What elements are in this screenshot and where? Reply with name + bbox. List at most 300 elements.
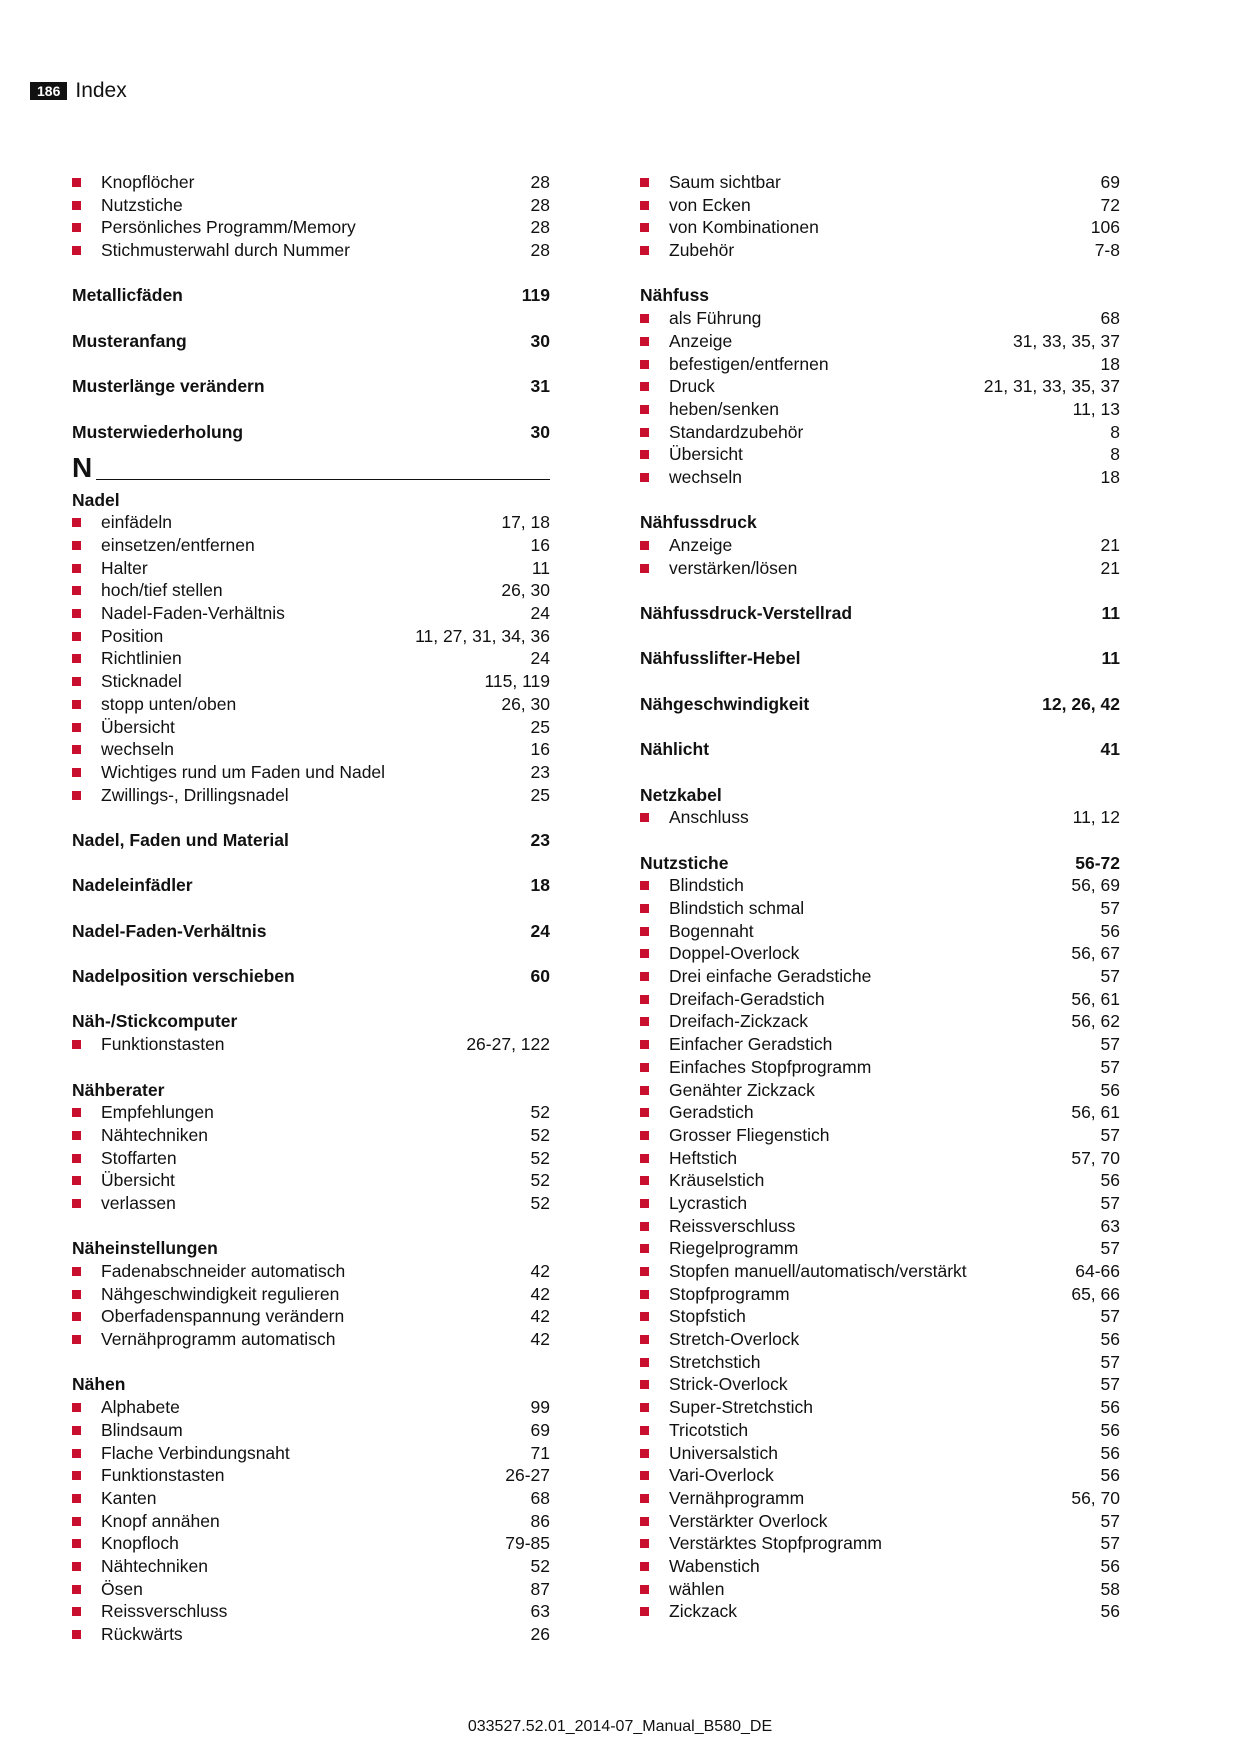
entry-label: Strick-Overlock [669,1374,788,1395]
entry-label: Stopfstich [669,1306,746,1327]
index-heading [72,489,550,512]
index-heading [72,829,550,852]
spacer [640,625,1120,648]
entry-page-ref: 60 [530,966,550,987]
entry-page-ref: 42 [530,1306,550,1327]
entry-page-ref: 87 [530,1578,550,1599]
index-subentry [640,1532,1120,1555]
entry-label: Nähtechniken [101,1555,209,1576]
entry-page-ref: 25 [530,784,550,805]
index-subentry [72,194,550,217]
entry-page-ref: 28 [530,194,550,215]
index-heading [640,647,1120,670]
index-heading [640,511,1120,534]
entry-page-ref: 56 [1100,1419,1120,1440]
index-heading [72,1010,550,1033]
entry-page-ref: 24 [530,920,550,941]
page-title: Index [75,79,127,102]
entry-page-ref: 57 [1100,1124,1120,1145]
index-subentry [72,1305,550,1328]
index-subentry [640,1442,1120,1465]
index-subentry [640,398,1120,421]
spacer [72,806,550,829]
entry-label: Oberfadenspannung verändern [101,1306,345,1327]
entry-page-ref: 16 [530,739,550,760]
spacer [640,670,1120,693]
index-subentry [640,1147,1120,1170]
page-header [30,80,127,102]
index-subentry [72,1192,550,1215]
spacer [72,942,550,965]
entry-label: Stretchstich [669,1351,761,1372]
index-subentry [72,1396,550,1419]
entry-label: Blindstich [669,875,744,896]
entry-label: Einfaches Stopfprogramm [669,1056,872,1077]
entry-label: Nähberater [72,1079,165,1100]
entry-page-ref: 56 [1100,1555,1120,1576]
index-subentry [72,784,550,807]
index-subentry [72,647,550,670]
index-subentry [640,1578,1120,1601]
entry-label: Blindstich schmal [669,898,805,918]
entry-page-ref: 30 [530,330,550,351]
index-subentry [640,353,1120,376]
entry-label: Position [101,625,164,646]
spacer [640,489,1120,512]
index-subentry [72,1555,550,1578]
index-subentry [72,1532,550,1555]
index-subentry [640,375,1120,398]
entry-page-ref: 58 [1100,1578,1120,1599]
index-heading [72,330,550,353]
entry-label: Knopfloch [101,1533,179,1554]
entry-page-ref: 26-27, 122 [466,1034,550,1055]
entry-label: Vari-Overlock [669,1465,774,1486]
entry-label: Übersicht [101,1170,175,1191]
entry-label: Stoffarten [101,1147,177,1168]
entry-page-ref: 24 [530,603,550,624]
entry-label: Zwillings-, Drillingsnadel [101,784,289,805]
entry-page-ref: 56-72 [1075,852,1120,873]
index-subentry [640,1305,1120,1328]
index-heading [640,693,1120,716]
entry-page-ref: 56 [1100,1329,1120,1350]
entry-page-ref: 63 [1100,1215,1120,1236]
index-subentry [640,307,1120,330]
entry-label: Anschluss [669,807,749,828]
entry-page-ref: 23 [530,829,550,850]
entry-label: Zickzack [669,1601,738,1622]
entry-label: Verstärkter Overlock [669,1510,828,1531]
entry-page-ref: 99 [530,1397,550,1418]
index-heading [72,920,550,943]
entry-label: Stopfprogramm [669,1283,790,1304]
entry-page-ref: 31, 33, 35, 37 [1012,330,1120,351]
index-subentry [640,1169,1120,1192]
index-heading [72,1373,550,1396]
index-heading [72,284,550,307]
entry-page-ref: 63 [530,1601,550,1622]
entry-page-ref: 57 [1100,1533,1120,1554]
entry-page-ref: 26, 30 [501,693,550,714]
entry-label: Stopfen manuell/automatisch/verstärkt [669,1261,967,1281]
index-subentry [640,421,1120,444]
index-subentry [640,1419,1120,1442]
entry-label: Vernähprogramm [669,1487,805,1508]
entry-page-ref: 86 [530,1510,550,1531]
index-subentry [72,557,550,580]
index-subentry [640,1464,1120,1487]
entry-label: stopp unten/oben [101,693,237,714]
entry-label: Kräuselstich [669,1170,765,1191]
index-subentry [72,216,550,239]
index-subentry [640,1101,1120,1124]
entry-label: Nadelposition verschieben [72,966,295,987]
entry-label: Sticknadel [101,671,182,692]
index-subentry [640,1373,1120,1396]
entry-label: Musteranfang [72,330,187,351]
index-subentry [640,1192,1120,1215]
entry-page-ref: 52 [530,1147,550,1168]
entry-label: Nadel-Faden-Verhältnis [72,920,267,941]
entry-label: Nähfussdruck-Verstellrad [640,603,853,624]
entry-label: Empfehlungen [101,1102,214,1123]
index-subentry [640,1396,1120,1419]
entry-page-ref: 71 [530,1442,550,1463]
entry-page-ref: 23 [530,761,550,782]
spacer [640,761,1120,784]
entry-label: verlassen [101,1192,176,1213]
entry-label: Funktionstasten [101,1465,225,1486]
index-subentry [640,1600,1120,1623]
index-subentry [72,1260,550,1283]
entry-label: Universalstich [669,1442,778,1463]
index-heading [640,284,1120,307]
entry-page-ref: 26 [530,1624,550,1645]
index-subentry [640,557,1120,580]
index-subentry [640,1328,1120,1351]
entry-page-ref: 16 [530,535,550,556]
entry-label: Nähgeschwindigkeit [640,693,810,714]
entry-page-ref: 57 [1100,1351,1120,1372]
spacer [72,353,550,376]
entry-label: Verstärktes Stopfprogramm [669,1533,882,1554]
entry-page-ref: 11, 12 [1072,807,1120,828]
spacer [72,1056,550,1079]
entry-page-ref: 18 [530,875,550,896]
entry-label: Dreifach-Geradstich [669,988,825,1009]
entry-page-ref: 57 [1100,1192,1120,1213]
entry-page-ref: 52 [530,1555,550,1576]
index-subentry [640,897,1120,920]
entry-page-ref: 119 [521,285,550,306]
entry-page-ref: 57 [1100,1034,1120,1055]
entry-label: einsetzen/entfernen [101,535,255,556]
spacer [72,1351,550,1374]
page-number: 186 [30,82,67,100]
entry-label: Standardzubehör [669,421,804,442]
entry-label: Knopf annähen [101,1510,220,1531]
entry-label: befestigen/entfernen [669,353,829,374]
entry-label: Blindsaum [101,1419,183,1440]
index-subentry [72,1169,550,1192]
index-subentry [640,988,1120,1011]
spacer [640,716,1120,739]
entry-label: Druck [669,376,715,397]
index-subentry [640,239,1120,262]
entry-label: Musterwiederholung [72,421,244,442]
entry-label: Einfacher Geradstich [669,1034,833,1055]
index-subentry [72,171,550,194]
index-subentry [640,466,1120,489]
entry-label: Näh-/Stickcomputer [72,1011,238,1032]
entry-page-ref: 52 [530,1124,550,1145]
entry-page-ref: 115, 119 [484,671,550,692]
entry-label: Bogennaht [669,920,754,941]
entry-label: Nähfusslifter-Hebel [640,648,801,669]
entry-page-ref: 56, 62 [1071,1011,1120,1032]
index-subentry [72,1600,550,1623]
entry-label: Halter [101,557,148,578]
index-subentry [72,1101,550,1124]
entry-label: Drei einfache Geradstiche [669,966,872,987]
entry-page-ref: 28 [530,217,550,238]
entry-label: Grosser Fliegenstich [669,1124,830,1145]
index-subentry [640,965,1120,988]
index-heading [640,852,1120,875]
entry-label: Nähgeschwindigkeit regulieren [101,1283,340,1304]
spacer [72,262,550,285]
entry-page-ref: 42 [530,1283,550,1304]
index-subentry [640,1555,1120,1578]
index-subentry [640,330,1120,353]
entry-label: Nadel [72,489,120,510]
index-subentry [640,1056,1120,1079]
entry-page-ref: 106 [1090,217,1120,238]
entry-page-ref: 12, 26, 42 [1042,693,1120,714]
section-letter: N [72,452,93,484]
entry-page-ref: 56, 61 [1071,1102,1120,1123]
entry-label: Lycrastich [669,1192,748,1213]
index-column-left [72,171,550,1646]
index-subentry [72,1124,550,1147]
entry-label: Übersicht [101,716,175,737]
entry-label: Knopflöcher [101,172,195,192]
entry-label: Nählicht [640,739,710,760]
entry-page-ref: 8 [1110,444,1120,465]
entry-label: Flache Verbindungsnaht [101,1442,290,1463]
index-subentry [640,806,1120,829]
index-subentry [640,920,1120,943]
entry-page-ref: 30 [530,421,550,442]
spacer [72,988,550,1011]
entry-page-ref: 52 [530,1170,550,1191]
index-heading [72,1079,550,1102]
entry-label: wechseln [669,466,742,487]
entry-label: Super-Stretchstich [669,1397,813,1418]
index-subentry [72,670,550,693]
section-rule [96,479,550,480]
entry-label: Netzkabel [640,784,722,805]
entry-page-ref: 52 [530,1102,550,1123]
entry-label: Übersicht [669,444,743,465]
entry-label: Näheinstellungen [72,1238,218,1259]
entry-page-ref: 56, 69 [1071,875,1120,896]
spacer [640,262,1120,285]
index-subentry [72,1464,550,1487]
entry-page-ref: 56 [1100,920,1120,941]
index-subentry [640,443,1120,466]
entry-label: Musterlänge verändern [72,376,265,397]
section-letter-heading [72,443,550,483]
entry-page-ref: 57 [1100,966,1120,987]
index-subentry [72,1419,550,1442]
entry-page-ref: 64-66 [1075,1261,1120,1281]
index-subentry [640,942,1120,965]
spacer [72,852,550,875]
index-column-right [640,171,1120,1623]
index-subentry [72,1510,550,1533]
entry-label: Alphabete [101,1397,180,1418]
entry-label: Nutzstiche [640,852,729,873]
spacer [640,829,1120,852]
entry-label: Nähtechniken [101,1124,209,1145]
entry-label: Metallicfäden [72,285,183,306]
index-heading [72,375,550,398]
entry-label: Nutzstiche [101,194,183,215]
entry-page-ref: 57 [1100,1374,1120,1395]
index-heading [72,965,550,988]
index-subentry [72,1578,550,1601]
footer-document-id: 033527.52.01_2014-07_Manual_B580_DE [467,1718,773,1735]
index-subentry [640,1124,1120,1147]
entry-label: Wabenstich [669,1555,760,1576]
entry-label: Richtlinien [101,648,182,669]
entry-page-ref: 56, 70 [1071,1487,1120,1508]
entry-page-ref: 21 [1100,557,1120,578]
index-subentry [640,1215,1120,1238]
index-subentry [640,1010,1120,1033]
entry-page-ref: 11, 13 [1072,398,1120,419]
entry-page-ref: 18 [1100,353,1120,374]
entry-page-ref: 72 [1100,194,1120,215]
entry-page-ref: 26-27 [505,1465,550,1486]
index-heading [72,421,550,444]
entry-page-ref: 57 [1100,1510,1120,1531]
index-subentry [72,716,550,739]
entry-page-ref: 56 [1100,1079,1120,1100]
entry-label: Stichmusterwahl durch Nummer [101,240,350,261]
spacer [72,897,550,920]
entry-label: Wichtiges rund um Faden und Nadel [101,761,386,782]
index-subentry [72,761,550,784]
index-subentry [72,511,550,534]
entry-page-ref: 17, 18 [501,512,550,533]
index-subentry [640,1283,1120,1306]
index-subentry [72,239,550,262]
index-heading [640,784,1120,807]
index-heading [640,602,1120,625]
entry-label: Nähfussdruck [640,512,757,533]
index-heading [72,1237,550,1260]
entry-page-ref: 21 [1100,535,1120,555]
entry-page-ref: 42 [530,1261,550,1282]
index-subentry [72,1147,550,1170]
entry-label: Persönliches Programm/Memory [101,217,356,238]
entry-label: Nähen [72,1374,126,1395]
entry-label: wählen [669,1578,725,1599]
entry-label: Fadenabschneider automatisch [101,1261,346,1282]
entry-page-ref: 68 [530,1487,550,1508]
index-subentry [640,1237,1120,1260]
entry-label: Nähfuss [640,285,710,306]
entry-label: Rückwärts [101,1624,183,1645]
entry-page-ref: 57 [1100,1238,1120,1259]
entry-label: Doppel-Overlock [669,943,800,964]
entry-page-ref: 41 [1100,739,1120,760]
index-subentry [640,1260,1120,1283]
index-subentry [640,171,1120,194]
entry-label: Stretch-Overlock [669,1329,800,1350]
index-subentry [72,1442,550,1465]
entry-page-ref: 69 [530,1419,550,1440]
entry-label: Tricotstich [669,1419,749,1440]
entry-label: Anzeige [669,330,733,351]
entry-label: Nadel, Faden und Material [72,829,289,850]
entry-label: Geradstich [669,1102,754,1123]
index-subentry [640,1510,1120,1533]
entry-page-ref: 57, 70 [1071,1147,1120,1168]
index-subentry [72,579,550,602]
entry-label: verstärken/lösen [669,557,798,578]
entry-page-ref: 24 [530,648,550,669]
index-subentry [640,1351,1120,1374]
spacer [72,1215,550,1238]
entry-page-ref: 18 [1100,466,1120,487]
entry-label: Riegelprogramm [669,1238,799,1259]
index-subentry [640,216,1120,239]
index-subentry [72,1328,550,1351]
index-subentry [640,1079,1120,1102]
entry-page-ref: 42 [530,1329,550,1350]
spacer [72,398,550,421]
entry-page-ref: 11 [1101,648,1120,669]
entry-page-ref: 57 [1100,898,1120,918]
entry-label: Ösen [101,1578,143,1599]
entry-label: wechseln [101,739,174,760]
entry-label: heben/senken [669,398,779,419]
index-subentry [72,625,550,648]
entry-page-ref: 28 [530,240,550,261]
entry-page-ref: 8 [1110,421,1120,442]
entry-label: Anzeige [669,535,733,555]
entry-page-ref: 56, 61 [1071,988,1120,1009]
entry-label: von Kombinationen [669,217,819,238]
entry-label: von Ecken [669,194,751,215]
entry-label: Reissverschluss [101,1601,228,1622]
entry-label: Genähter Zickzack [669,1079,815,1100]
entry-page-ref: 65, 66 [1071,1283,1120,1304]
index-subentry [72,1283,550,1306]
entry-page-ref: 69 [1100,172,1120,192]
entry-page-ref: 56 [1100,1170,1120,1191]
index-heading [640,738,1120,761]
spacer [72,307,550,330]
entry-label: Dreifach-Zickzack [669,1011,809,1032]
entry-page-ref: 52 [530,1192,550,1213]
entry-label: Nadeleinfädler [72,875,193,896]
entry-page-ref: 26, 30 [501,580,550,601]
